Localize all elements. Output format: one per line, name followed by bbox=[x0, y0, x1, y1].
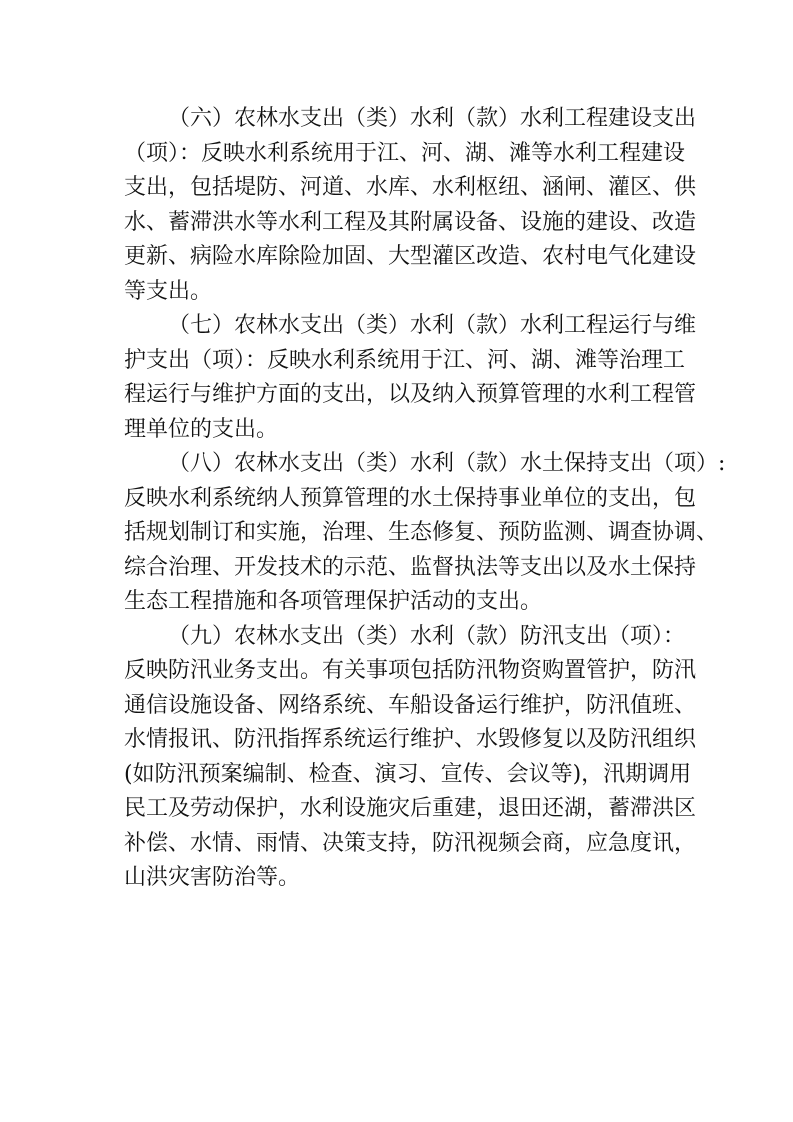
paragraph-line: 综合治理、开发技术的示范、监督执法等支出以及水土保持 bbox=[124, 554, 697, 580]
paragraph-line: 等支出。 bbox=[124, 278, 213, 304]
paragraph-line: 水、蓄滞洪水等水利工程及其附属设备、设施的建设、改造 bbox=[124, 209, 697, 235]
paragraph-line: 括规划制订和实施，治理、生态修复、预防监测、调查协调、 bbox=[124, 520, 719, 545]
paragraph-line: 理单位的支出。 bbox=[124, 416, 279, 442]
paragraph-line: 民工及劳动保护，水利设施灾后重建，退田还湖，蓄滞洪区 bbox=[124, 796, 697, 821]
paragraph-7 bbox=[124, 309, 697, 447]
paragraph-line: 通信设施设备、网络系统、车船设备运行维护，防汛值班、 bbox=[124, 692, 697, 718]
paragraph-6 bbox=[124, 102, 697, 309]
paragraph-line: （六）农林水支出（类）水利（款）水利工程建设支出 bbox=[168, 106, 697, 131]
paragraph-line: （七）农林水支出（类）水利（款）水利工程运行与维 bbox=[168, 313, 697, 338]
paragraph-line: 反映水利系统纳人预算管理的水土保持事业单位的支出，包 bbox=[124, 485, 697, 511]
paragraph-line: 程运行与维护方面的支出，以及纳入预算管理的水利工程管 bbox=[124, 382, 697, 407]
paragraph-line: （八）农林水支出（类）水利（款）水土保持支出（项）: bbox=[168, 451, 726, 476]
paragraph-line: 反映防汛业务支出。有关事项包括防汛物资购置管护，防汛 bbox=[124, 658, 697, 683]
paragraph-line: (如防汛预案编制、检查、演习、宣传、会议等)，汛期调用 bbox=[124, 761, 692, 787]
paragraph-line: 更新、病险水库除险加固、大型灌区改造、农村电气化建设 bbox=[124, 244, 697, 269]
document-body bbox=[124, 102, 726, 896]
paragraph-9 bbox=[124, 620, 697, 896]
paragraph-line: 支出，包括堤防、河道、水库、水利枢纽、涵闸、灌区、供 bbox=[124, 175, 697, 200]
paragraph-line: （九）农林水支出（类）水利（款）防汛支出（项）： bbox=[168, 623, 686, 649]
paragraph-line: 生态工程措施和各项管理保护活动的支出。 bbox=[124, 589, 543, 614]
paragraph-8 bbox=[124, 447, 726, 620]
paragraph-line: 山洪灾害防治等。 bbox=[124, 865, 301, 890]
paragraph-line: 水情报讯、防汛指挥系统运行维护、水毁修复以及防汛组织 bbox=[124, 727, 697, 752]
paragraph-line: 护支出（项）：反映水利系统用于江、河、湖、滩等治理工 bbox=[124, 347, 686, 373]
paragraph-line: 补偿、水情、雨情、决策支持，防汛视频会商，应急度讯， bbox=[124, 830, 697, 856]
paragraph-line: （项）：反映水利系统用于江、河、湖、滩等水利工程建设 bbox=[124, 140, 686, 166]
